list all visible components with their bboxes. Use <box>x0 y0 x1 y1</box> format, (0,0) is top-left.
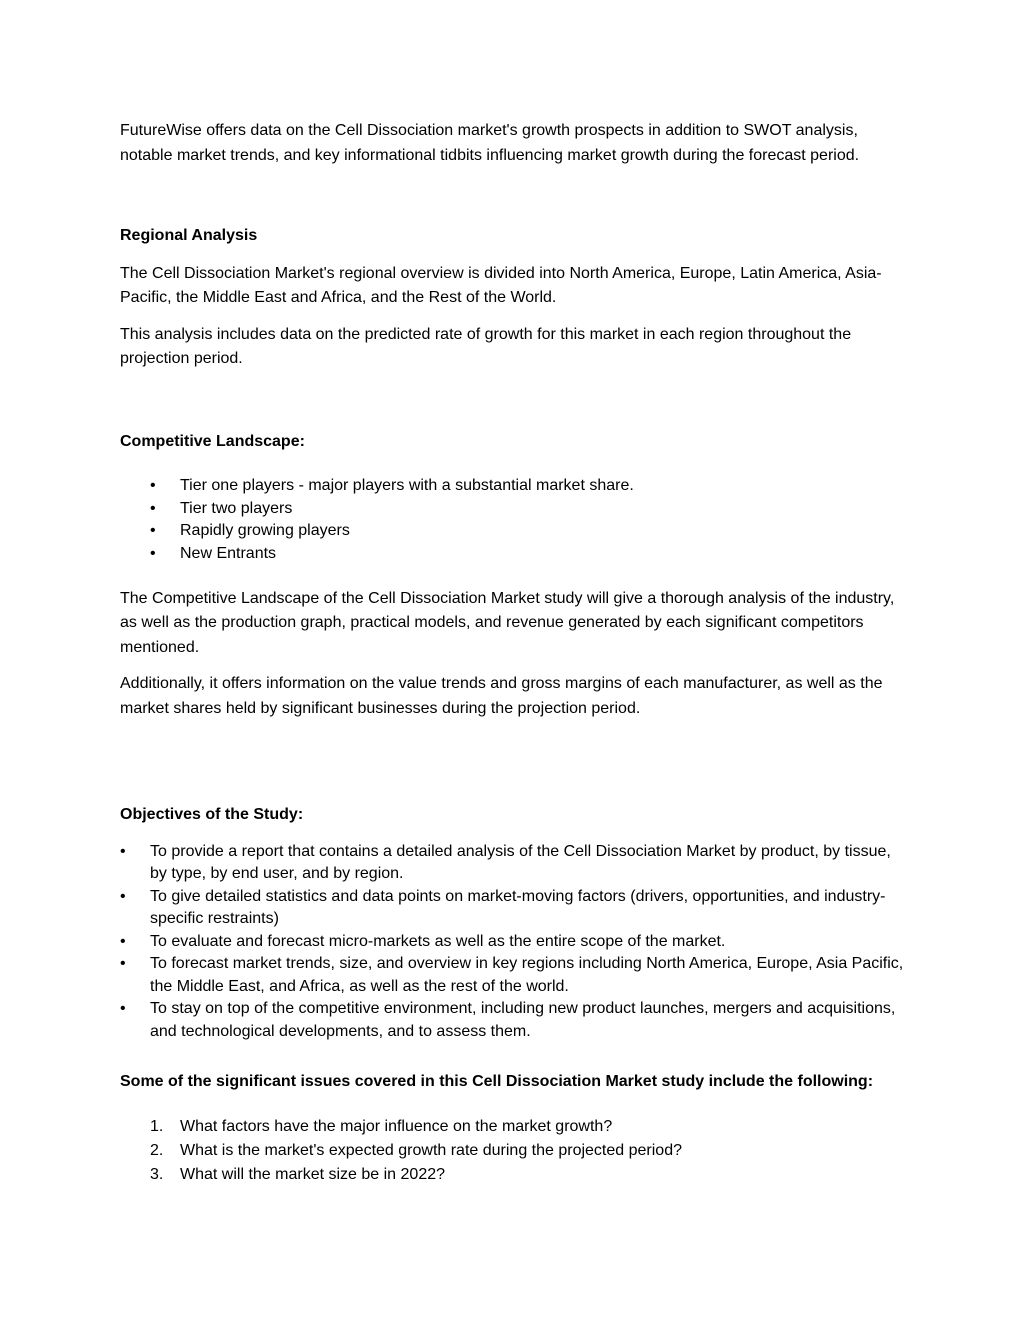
list-item-text: New Entrants <box>180 545 277 563</box>
list-item <box>120 520 910 543</box>
list-item-text: What will the market size be in 2022? <box>180 1166 446 1184</box>
list-item-text: Tier one players - major players with a substantial market share. <box>180 477 634 494</box>
bullet-icon: • <box>120 887 126 905</box>
list-item-text: Tier two players <box>180 499 293 517</box>
list-item <box>120 931 910 954</box>
regional-paragraph: This analysis includes data on the predicted rate of growth for this market in each region throughout the projection period. <box>120 325 852 367</box>
bullet-icon: • <box>150 499 156 517</box>
list-item-text: What factors have the major influence on the market growth? <box>180 1117 613 1135</box>
bullet-icon: • <box>120 842 126 860</box>
issues-list <box>120 1115 910 1188</box>
competitive-landscape-heading: Competitive Landscape: <box>120 432 305 450</box>
list-number: 1. <box>150 1117 164 1135</box>
objectives-heading: Objectives of the Study: <box>120 806 304 824</box>
competitive-paragraph: Additionally, it offers information on the value trends and gross margins of each manufacturer, as well as the market shares held by significant businesses during the projection period. <box>120 675 883 717</box>
regional-paragraph: The Cell Dissociation Market's regional overview is divided into North America, Europe, Latin America, Asia-Pacific, the Middle East and Africa, and the Rest of the World. <box>120 264 882 306</box>
list-item-text: To evaluate and forecast micro-markets as well as the entire scope of the market. <box>150 932 726 950</box>
bullet-icon: • <box>120 955 126 973</box>
list-item-text: Rapidly growing players <box>180 522 350 540</box>
list-number: 3. <box>150 1166 164 1184</box>
list-item-text: To provide a report that contains a detailed analysis of the Cell Dissociation Market by product, by tissue, by type, by end user, and by region. <box>150 842 891 883</box>
list-item <box>120 886 910 931</box>
bullet-icon: • <box>120 1000 126 1018</box>
list-item <box>120 998 910 1043</box>
list-item <box>120 475 910 498</box>
list-item <box>120 1163 910 1187</box>
list-item <box>120 1139 910 1163</box>
bullet-icon: • <box>150 522 156 540</box>
bullet-icon: • <box>120 932 126 950</box>
issues-heading: Some of the significant issues covered in this Cell Dissociation Market study include the following: <box>120 1073 874 1091</box>
list-item-text: To forecast market trends, size, and overview in key regions including North America, Europe, Asia Pacific, the Middle East, and Africa, as well as the rest of the world. <box>150 955 904 995</box>
competitive-players-list <box>120 475 910 566</box>
bullet-icon: • <box>150 545 156 563</box>
list-item-text: To stay on top of the competitive environment, including new product launches, mergers and acquisitions, and technological developments, and to assess them. <box>150 1000 896 1040</box>
intro-paragraph: FutureWise offers data on the Cell Dissociation market's growth prospects in addition to SWOT analysis, notable market trends, and key informational tidbits influencing market growth during the forecast period. <box>120 122 860 164</box>
objectives-list <box>120 841 910 1044</box>
regional-analysis-heading: Regional Analysis <box>120 227 258 244</box>
document-page <box>120 119 910 1188</box>
list-number: 2. <box>150 1142 164 1160</box>
section-spacer <box>120 733 910 803</box>
list-item-text: What is the market's expected growth rate during the projected period? <box>180 1142 682 1160</box>
bullet-icon: • <box>150 477 156 494</box>
list-item <box>120 1115 910 1139</box>
competitive-paragraph: The Competitive Landscape of the Cell Dissociation Market study will give a thorough analysis of the industry, as well as the production graph, practical models, and revenue generated by each significant competitors mentioned. <box>120 589 895 656</box>
list-item-text: To give detailed statistics and data points on market-moving factors (drivers, opportunities, and industry-specific restraints) <box>150 887 886 928</box>
section-spacer <box>120 384 910 430</box>
list-item <box>120 953 910 998</box>
list-item <box>120 841 910 886</box>
list-item <box>120 498 910 521</box>
list-item <box>120 543 910 566</box>
